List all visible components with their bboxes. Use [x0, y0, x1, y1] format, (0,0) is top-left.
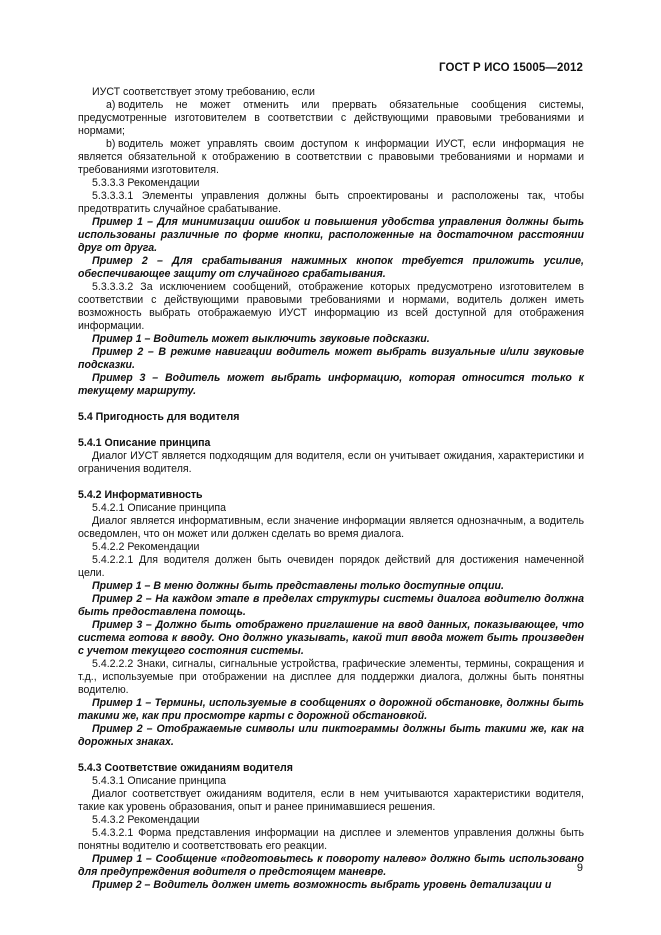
paragraph: 5.3.3.3.1 Элементы управления должны быть спроектированы и расположены так, чтобы предотвратить случайное срабатывание. [78, 190, 584, 215]
list-item [78, 99, 584, 138]
example: Пример 1 – Термины, используемые в сообщениях о дорожной обстановке, должны быть такими же, как при просмотре карты с дорожной обстановкой. [78, 697, 584, 722]
paragraph: 5.3.3.3.2 За исключением сообщений, отображение которых предусмотрено изготовителем в соответствии с действующими правовыми требованиями и нормами, водитель должен иметь возможность выбрать отображаемую ИУСТ информацию из всей доступной для отображения информации. [78, 281, 584, 332]
example: Пример 2 – Для срабатывания нажимных кнопок требуется приложить усилие, обеспечивающее защиту от случайного срабатывания. [78, 255, 584, 280]
example: Пример 1 – Для минимизации ошибок и повышения удобства управления должны быть использованы различные по форме кнопки, расположенные на достаточном расстоянии друг от друга. [78, 216, 584, 254]
subsection-heading: 5.4.1 Описание принципа [78, 437, 211, 449]
paragraph: Диалог является информативным, если значение информации является однозначным, а водитель осведомлен, что он может или должен сделать во время диалога. [78, 515, 584, 540]
example: Пример 3 – Водитель может выбрать информацию, которая относится только к текущему маршруту. [78, 372, 584, 397]
subsection-heading: 5.4.3 Соответствие ожиданиям водителя [78, 762, 293, 774]
example: Пример 2 – Водитель должен иметь возможность выбрать уровень детализации и [92, 879, 552, 891]
example: Пример 1 – Водитель может выключить звуковые подсказки. [92, 333, 430, 345]
example: Пример 1 – В меню должны быть представлены только доступные опции. [92, 580, 504, 592]
section-label: 5.4.2.2 Рекомендации [92, 541, 200, 553]
list-item-text: водитель может управлять своим доступом к информации ИУСТ, если информация не является обязательной к отображению в соответствии с правовыми требованиями и нормами и требованиями изготовителя. [78, 138, 584, 176]
spacer [78, 476, 584, 489]
paragraph: 5.4.2.2.2 Знаки, сигналы, сигнальные устройства, графические элементы, термины, сокращения и т.д., используемые при отображении на дисплее для поддержки диалога, должны быть понятны водителю. [78, 658, 584, 696]
example: Пример 2 – На каждом этапе в пределах структуры системы диалога водителю должна быть предоставлена помощь. [78, 593, 584, 618]
paragraph: 5.4.2.2.1 Для водителя должен быть очевиден порядок действий для достижения намеченной цели. [78, 554, 584, 579]
standard-header: ГОСТ Р ИСО 15005—2012 [438, 62, 583, 74]
spacer [78, 398, 584, 411]
example: Пример 2 – В режиме навигации водитель может выбрать визуальные и/или звуковые подсказки. [78, 346, 584, 371]
paragraph: Диалог ИУСТ является подходящим для водителя, если он учитывает ожидания, характеристики и ограничения водителя. [78, 450, 584, 475]
paragraph: 5.4.3.2.1 Форма представления информации на дисплее и элементов управления должны быть понятны водителю и соответствовать его реакции. [78, 827, 584, 852]
paragraph: ИУСТ соответствует этому требованию, если [92, 86, 315, 98]
section-heading: 5.4 Пригодность для водителя [78, 411, 240, 423]
section-label: 5.4.3.2 Рекомендации [92, 814, 200, 826]
paragraph: Диалог соответствует ожиданиям водителя, если в нем учитываются характеристики водителя, такие как уровень образования, опыт и ранее принимавшиеся решения. [78, 788, 584, 813]
example: Пример 2 – Отображаемые символы или пиктограммы должны быть такими же, как на дорожных знаках. [78, 723, 584, 748]
list-item-label: a) [106, 99, 116, 111]
section-label: 5.4.3.1 Описание принципа [92, 775, 227, 787]
page-number: 9 [576, 862, 583, 874]
spacer [78, 749, 584, 762]
example: Пример 3 – Должно быть отображено приглашение на ввод данных, показывающее, что система готова к вводу. Оно должно указывать, какой тип ввода может быть произведен с учетом текущего состояния системы. [78, 619, 584, 657]
list-item-text: водитель не может отменить или прервать обязательные сообщения системы, предусмотренные изготовителем в соответствии с действующими правовыми требованиями и нормами; [78, 99, 584, 137]
list-item-label: b) [106, 138, 116, 150]
document-body [78, 86, 584, 892]
example: Пример 1 – Сообщение «подготовьтесь к повороту налево» должно быть использовано для предупреждения водителя о предстоящем маневре. [78, 853, 584, 878]
list-item [78, 138, 584, 177]
section-label: 5.3.3.3 Рекомендации [92, 177, 200, 189]
section-label: 5.4.2.1 Описание принципа [92, 502, 227, 514]
spacer [78, 424, 584, 437]
subsection-heading: 5.4.2 Информативность [78, 489, 203, 501]
